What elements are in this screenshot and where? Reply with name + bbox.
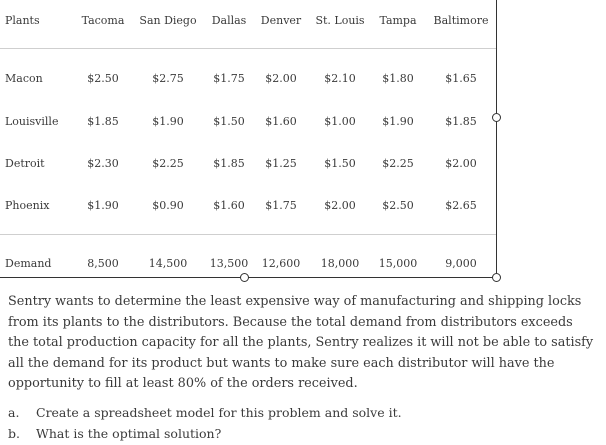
resize-handle-bottom[interactable] bbox=[240, 273, 249, 282]
cell: $2.65 bbox=[445, 199, 477, 212]
cell: $2.50 bbox=[382, 199, 414, 212]
cell: $1.75 bbox=[265, 199, 297, 212]
cell: $2.25 bbox=[152, 157, 184, 170]
demand-cell: 8,500 bbox=[87, 257, 119, 270]
resize-handle-right[interactable] bbox=[492, 113, 501, 122]
selection-right-edge bbox=[496, 0, 497, 278]
cell: $2.75 bbox=[152, 72, 184, 85]
question-text: Create a spreadsheet model for this problem and solve it. bbox=[36, 405, 402, 420]
cell: $1.85 bbox=[213, 157, 245, 170]
row-label-macon: Macon bbox=[5, 72, 43, 85]
cell: $1.90 bbox=[382, 115, 414, 128]
header-dallas: Dallas bbox=[211, 14, 247, 27]
demand-cell: 18,000 bbox=[320, 257, 360, 270]
header-san-diego: San Diego bbox=[139, 14, 197, 27]
row-label-louisville: Louisville bbox=[5, 115, 59, 128]
cell: $1.90 bbox=[87, 199, 119, 212]
cell: $0.90 bbox=[152, 199, 184, 212]
question-marker: a. bbox=[8, 405, 20, 420]
cell: $2.00 bbox=[265, 72, 297, 85]
question-text: What is the optimal solution? bbox=[36, 426, 222, 441]
row-label-demand: Demand bbox=[5, 257, 52, 270]
cell: $1.65 bbox=[445, 72, 477, 85]
demand-cell: 15,000 bbox=[378, 257, 418, 270]
cell: $1.50 bbox=[213, 115, 245, 128]
header-denver: Denver bbox=[260, 14, 302, 27]
row-label-phoenix: Phoenix bbox=[5, 199, 50, 212]
header-st-louis: St. Louis bbox=[315, 14, 365, 27]
cell: $1.60 bbox=[265, 115, 297, 128]
cell: $2.00 bbox=[445, 157, 477, 170]
header-divider bbox=[0, 48, 497, 49]
cell: $1.50 bbox=[324, 157, 356, 170]
cell: $1.85 bbox=[445, 115, 477, 128]
demand-cell: 9,000 bbox=[445, 257, 477, 270]
problem-paragraph: Sentry wants to determine the least expensive way of manufacturing and shipping locks from its plants to the distributors. Because the total demand from distributors exceeds the total production capacity for all the plants, Sentry realizes it will not be able to satisfy all the demand for its product but wants to make sure each distributor will have the opportunity to fill at least 80% of the orders received. bbox=[8, 294, 594, 391]
demand-cell: 12,600 bbox=[261, 257, 301, 270]
cell: $2.00 bbox=[324, 199, 356, 212]
cell: $1.00 bbox=[324, 115, 356, 128]
cell: $1.85 bbox=[87, 115, 119, 128]
question-marker: b. bbox=[8, 426, 20, 441]
demand-divider bbox=[0, 234, 497, 235]
cell: $1.25 bbox=[265, 157, 297, 170]
header-tampa: Tampa bbox=[379, 14, 417, 27]
cell: $2.30 bbox=[87, 157, 119, 170]
cell: $1.60 bbox=[213, 199, 245, 212]
cell: $2.25 bbox=[382, 157, 414, 170]
row-label-detroit: Detroit bbox=[5, 157, 45, 170]
cell: $1.80 bbox=[382, 72, 414, 85]
header-plants: Plants bbox=[5, 14, 40, 27]
question-a bbox=[8, 405, 402, 420]
cell: $1.90 bbox=[152, 115, 184, 128]
cell: $1.75 bbox=[213, 72, 245, 85]
header-baltimore: Baltimore bbox=[433, 14, 489, 27]
resize-handle-corner[interactable] bbox=[492, 273, 501, 282]
demand-cell: 13,500 bbox=[209, 257, 249, 270]
cell: $2.50 bbox=[87, 72, 119, 85]
demand-cell: 14,500 bbox=[148, 257, 188, 270]
cell: $2.10 bbox=[324, 72, 356, 85]
question-b bbox=[8, 426, 221, 441]
header-tacoma: Tacoma bbox=[81, 14, 125, 27]
